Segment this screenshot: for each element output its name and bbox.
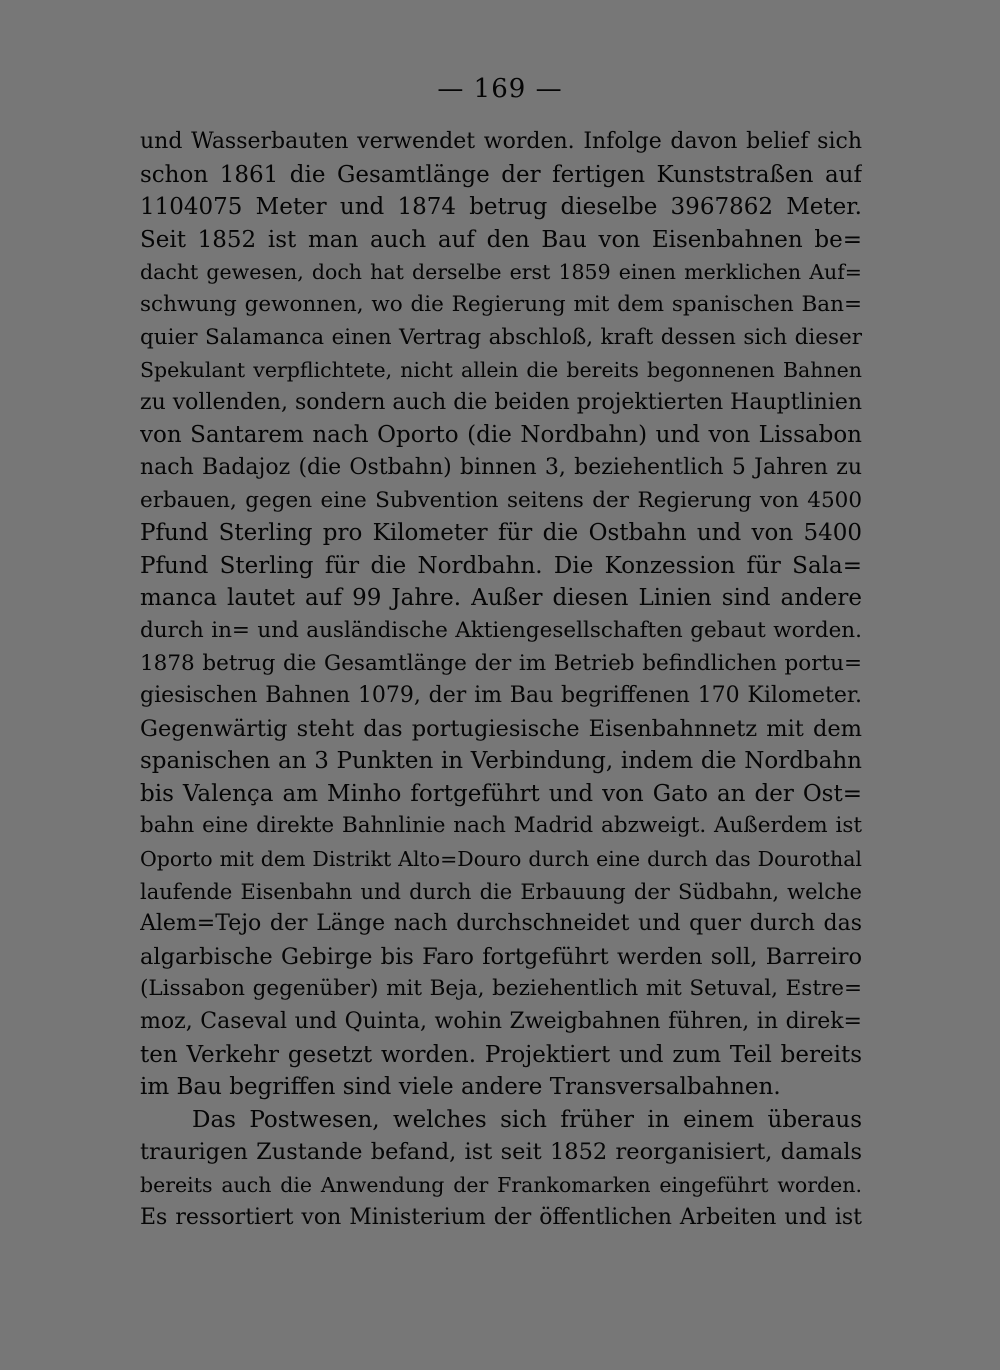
text-line: Oporto mit dem Distrikt Alto=Douro durch eine durch das Dourothal [140, 847, 862, 872]
text-line: Es ressortiert von Ministerium der öffentlichen Arbeiten und ist [140, 1204, 862, 1230]
text-line: bahn eine direkte Bahnlinie nach Madrid abzweigt. Außerdem ist [140, 813, 862, 839]
text-line: von Santarem nach Oporto (die Nordbahn) und von Lissabon [140, 422, 862, 449]
text-line: 1878 betrug die Gesamtlänge der im Betrieb befindlichen portu= [140, 650, 862, 676]
text-line: quier Salamanca einen Vertrag abschloß, kraft dessen sich dieser [140, 324, 862, 350]
text-line: 1104075 Meter und 1874 betrug dieselbe 3967862 Meter. [140, 194, 862, 221]
text-line: giesischen Bahnen 1079, der im Bau begriffenen 170 Kilometer. [140, 683, 862, 709]
text-line: schwung gewonnen, wo die Regierung mit dem spanischen Ban= [140, 291, 862, 317]
text-line: Gegenwärtig steht das portugiesische Eisenbahnnetz mit dem [140, 715, 862, 742]
text-line: laufende Eisenbahn und durch die Erbauung der Südbahn, welche [140, 879, 862, 904]
text-line: Spekulant verpflichtete, nicht allein die bereits begonnenen Bahnen [140, 358, 862, 383]
text-line: traurigen Zustande befand, ist seit 1852 reorganisiert, damals [140, 1139, 862, 1166]
paragraph-end-line: im Bau begriffen sind viele andere Transversalbahnen. [140, 1074, 781, 1101]
body-text [140, 126, 862, 1234]
paragraph-start-line: Das Postwesen, welches sich früher in einem überaus [192, 1106, 862, 1133]
text-line: spanischen an 3 Punkten in Verbindung, indem die Nordbahn [140, 748, 862, 775]
text-line: ten Verkehr gesetzt worden. Projektiert und zum Teil bereits [140, 1041, 862, 1068]
text-line: und Wasserbauten verwendet worden. Infolge davon belief sich [140, 129, 862, 154]
text-line: nach Badajoz (die Ostbahn) binnen 3, beziehentlich 5 Jahren zu [140, 454, 862, 480]
text-line: dacht gewesen, doch hat derselbe erst 1859 einen merklichen Auf= [140, 260, 862, 285]
page-number: — 169 — [437, 74, 563, 104]
text-line: zu vollenden, sondern auch die beiden projektierten Hauptlinien [140, 389, 862, 415]
text-line: (Lissabon gegenüber) mit Beja, beziehentlich mit Setuval, Estre= [140, 976, 862, 1002]
text-line: Seit 1852 ist man auch auf den Bau von Eisenbahnen be= [140, 226, 862, 253]
text-line: Pfund Sterling für die Nordbahn. Die Konzession für Sala= [140, 552, 862, 579]
text-line: schon 1861 die Gesamtlänge der fertigen Kunststraßen auf [140, 161, 862, 188]
text-line: Pfund Sterling pro Kilometer für die Ostbahn und von 5400 [140, 520, 862, 547]
text-line: manca lautet auf 99 Jahre. Außer diesen Linien sind andere [140, 585, 862, 612]
text-line: durch in= und ausländische Aktiengesellschaften gebaut worden. [140, 617, 862, 643]
text-line: erbauen, gegen eine Subvention seitens der Regierung von 4500 [140, 487, 862, 513]
text-line: algarbische Gebirge bis Faro fortgeführt werden soll, Barreiro [140, 943, 862, 970]
text-line: Alem=Tejo der Länge nach durchschneidet und quer durch das [140, 911, 862, 937]
text-line: moz, Caseval und Quinta, wohin Zweigbahnen führen, in direk= [140, 1009, 862, 1035]
text-line: bis Valença am Minho fortgeführt und von Gato an der Ost= [140, 780, 862, 807]
text-line: bereits auch die Anwendung der Frankomarken eingeführt worden. [140, 1173, 862, 1197]
